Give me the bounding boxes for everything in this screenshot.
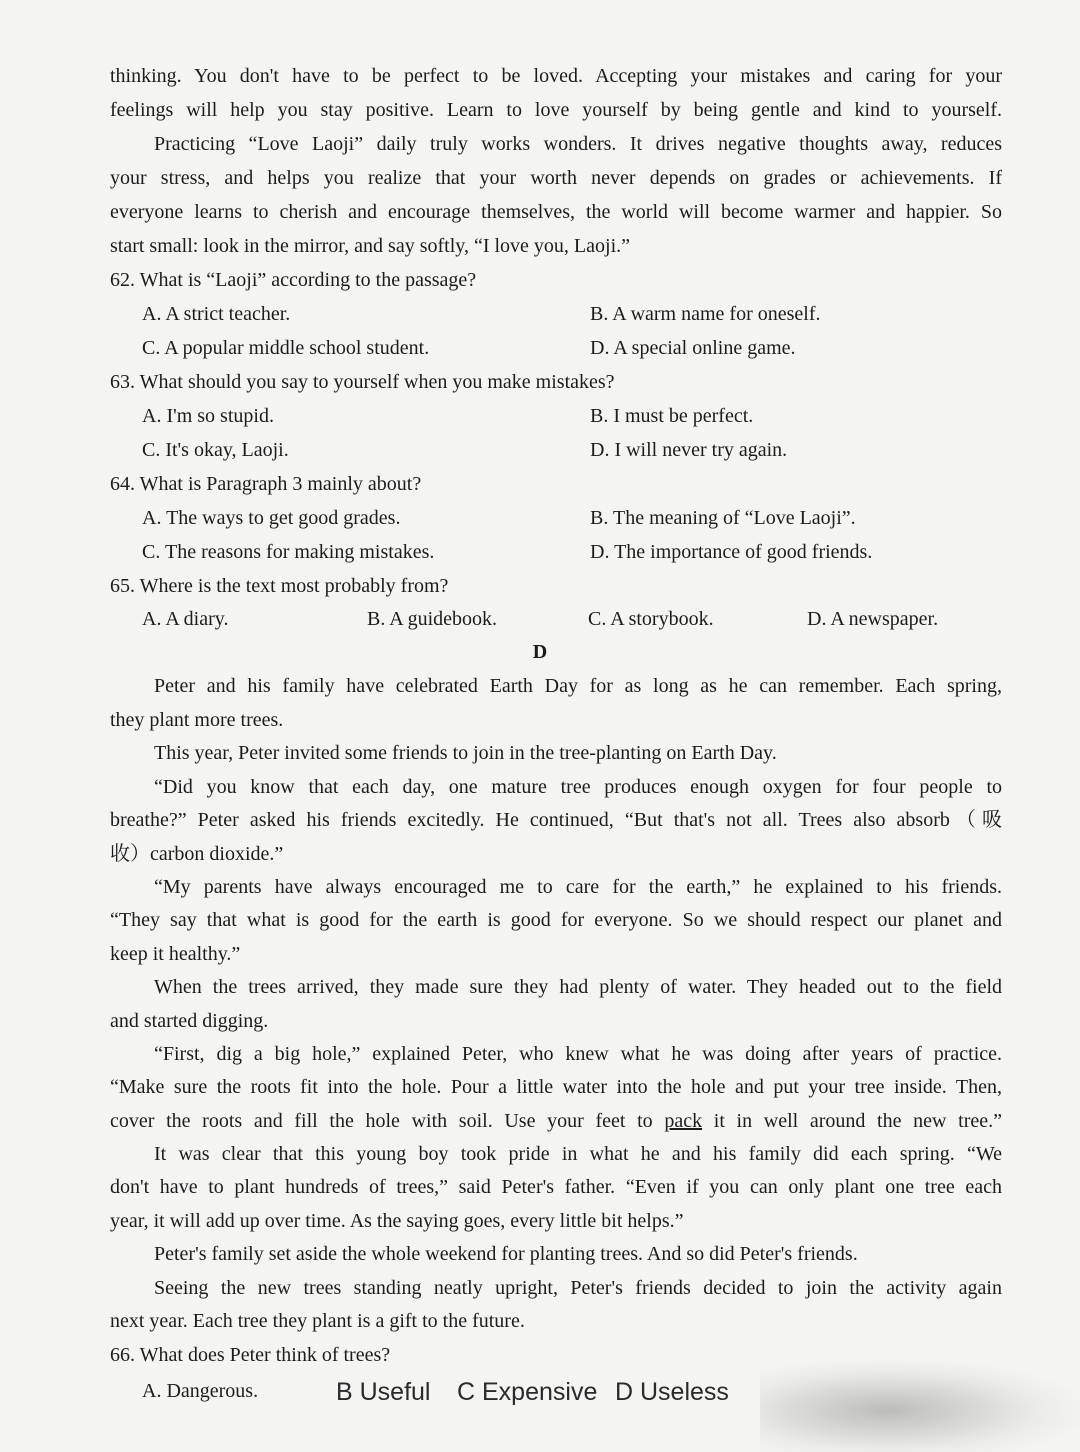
passage-line: Peter's family set aside the whole weekend for planting trees. And so did Peter's friends. [154, 1243, 858, 1265]
question-65-option-b: B. A guidebook. [367, 608, 498, 630]
underlined-word-pack: pack [664, 1110, 703, 1132]
passage-line: don't have to plant hundreds of trees,” said Peter's father. “Even if you can only plant one tree each [110, 1176, 1002, 1198]
question-63-option-b: B. I must be perfect. [590, 405, 754, 427]
question-63-option-c: C. It's okay, Laoji. [142, 439, 289, 461]
question-63-option-d: D. I will never try again. [590, 439, 788, 461]
intro-line: thinking. You don't have to be perfect to be loved. Accepting your mistakes and caring for your [110, 65, 1002, 87]
question-65-option-a: A. A diary. [142, 608, 229, 630]
pack-line-after: it in well around the new tree.” [702, 1110, 1002, 1132]
question-65-stem: 65. Where is the text most probably from? [110, 575, 449, 597]
passage-line: This year, Peter invited some friends to join in the tree-planting on Earth Day. [154, 742, 777, 764]
question-62-option-d: D. A special online game. [590, 337, 796, 359]
passage-line: Seeing the new trees standing neatly upright, Peter's friends decided to join the activity again [154, 1277, 1002, 1299]
question-64-option-a: A. The ways to get good grades. [142, 507, 401, 529]
passage-line-pack [110, 1109, 1002, 1133]
intro-line: everyone learns to cherish and encourage themselves, the world will become warmer and happier. So [110, 201, 1002, 223]
passage-line: “Did you know that each day, one mature tree produces enough oxygen for four people to [154, 776, 1002, 798]
passage-line: breathe?” Peter asked his friends excitedly. He continued, “But that's not all. Trees also absorb（吸 [110, 809, 1002, 831]
passage-line: When the trees arrived, they made sure they had plenty of water. They headed out to the field [154, 976, 1002, 998]
question-64-option-d: D. The importance of good friends. [590, 541, 873, 563]
question-66-stem: 66. What does Peter think of trees? [110, 1344, 391, 1366]
question-62-option-a: A. A strict teacher. [142, 303, 291, 325]
section-title: D [532, 641, 548, 663]
passage-line: year, it will add up over time. As the saying goes, every little bit helps.” [110, 1210, 684, 1232]
pack-line-before: cover the roots and fill the hole with soil. Use your feet to [110, 1110, 665, 1132]
question-66-option-c: C Expensive [457, 1378, 598, 1406]
question-64-stem: 64. What is Paragraph 3 mainly about? [110, 473, 422, 495]
blurred-area [760, 1360, 1080, 1452]
passage-line: “Make sure the roots fit into the hole. Pour a little water into the hole and put your tree inside. Then, [110, 1076, 1002, 1098]
passage-line: “My parents have always encouraged me to care for the earth,” he explained to his friends. [154, 876, 1002, 898]
passage-line: “First, dig a big hole,” explained Peter, who knew what he was doing after years of practice. [154, 1043, 1002, 1065]
passage-line: next year. Each tree they plant is a gift to the future. [110, 1310, 525, 1332]
question-62-option-c: C. A popular middle school student. [142, 337, 430, 359]
passage-line: 收）carbon dioxide.” [110, 843, 284, 865]
passage-line: keep it healthy.” [110, 943, 241, 965]
question-66-option-a: A. Dangerous. [142, 1380, 259, 1402]
question-65-option-c: C. A storybook. [588, 608, 714, 630]
question-62-option-b: B. A warm name for oneself. [590, 303, 821, 325]
question-63-stem: 63. What should you say to yourself when you make mistakes? [110, 371, 615, 393]
intro-line: your stress, and helps you realize that your worth never depends on grades or achievements. If [110, 167, 1002, 189]
question-64-option-c: C. The reasons for making mistakes. [142, 541, 435, 563]
passage-line: “They say that what is good for the earth is good for everyone. So we should respect our planet and [110, 909, 1002, 931]
question-66-option-b: B Useful [336, 1378, 431, 1406]
intro-line: Practicing “Love Laoji” daily truly works wonders. It drives negative thoughts away, reduces [154, 133, 1002, 155]
question-65-option-d: D. A newspaper. [807, 608, 939, 630]
question-62-stem: 62. What is “Laoji” according to the passage? [110, 269, 477, 291]
passage-line: Peter and his family have celebrated Earth Day for as long as he can remember. Each spring, [154, 675, 1002, 697]
question-63-option-a: A. I'm so stupid. [142, 405, 274, 427]
passage-line: and started digging. [110, 1010, 269, 1032]
question-64-option-b: B. The meaning of “Love Laoji”. [590, 507, 856, 529]
question-66-option-d: D Useless [615, 1378, 729, 1406]
passage-line: It was clear that this young boy took pride in what he and his family did each spring. “We [154, 1143, 1002, 1165]
passage-line: they plant more trees. [110, 709, 284, 731]
intro-line: feelings will help you stay positive. Learn to love yourself by being gentle and kind to yourself. [110, 99, 1002, 121]
intro-line: start small: look in the mirror, and say softly, “I love you, Laoji.” [110, 235, 631, 257]
